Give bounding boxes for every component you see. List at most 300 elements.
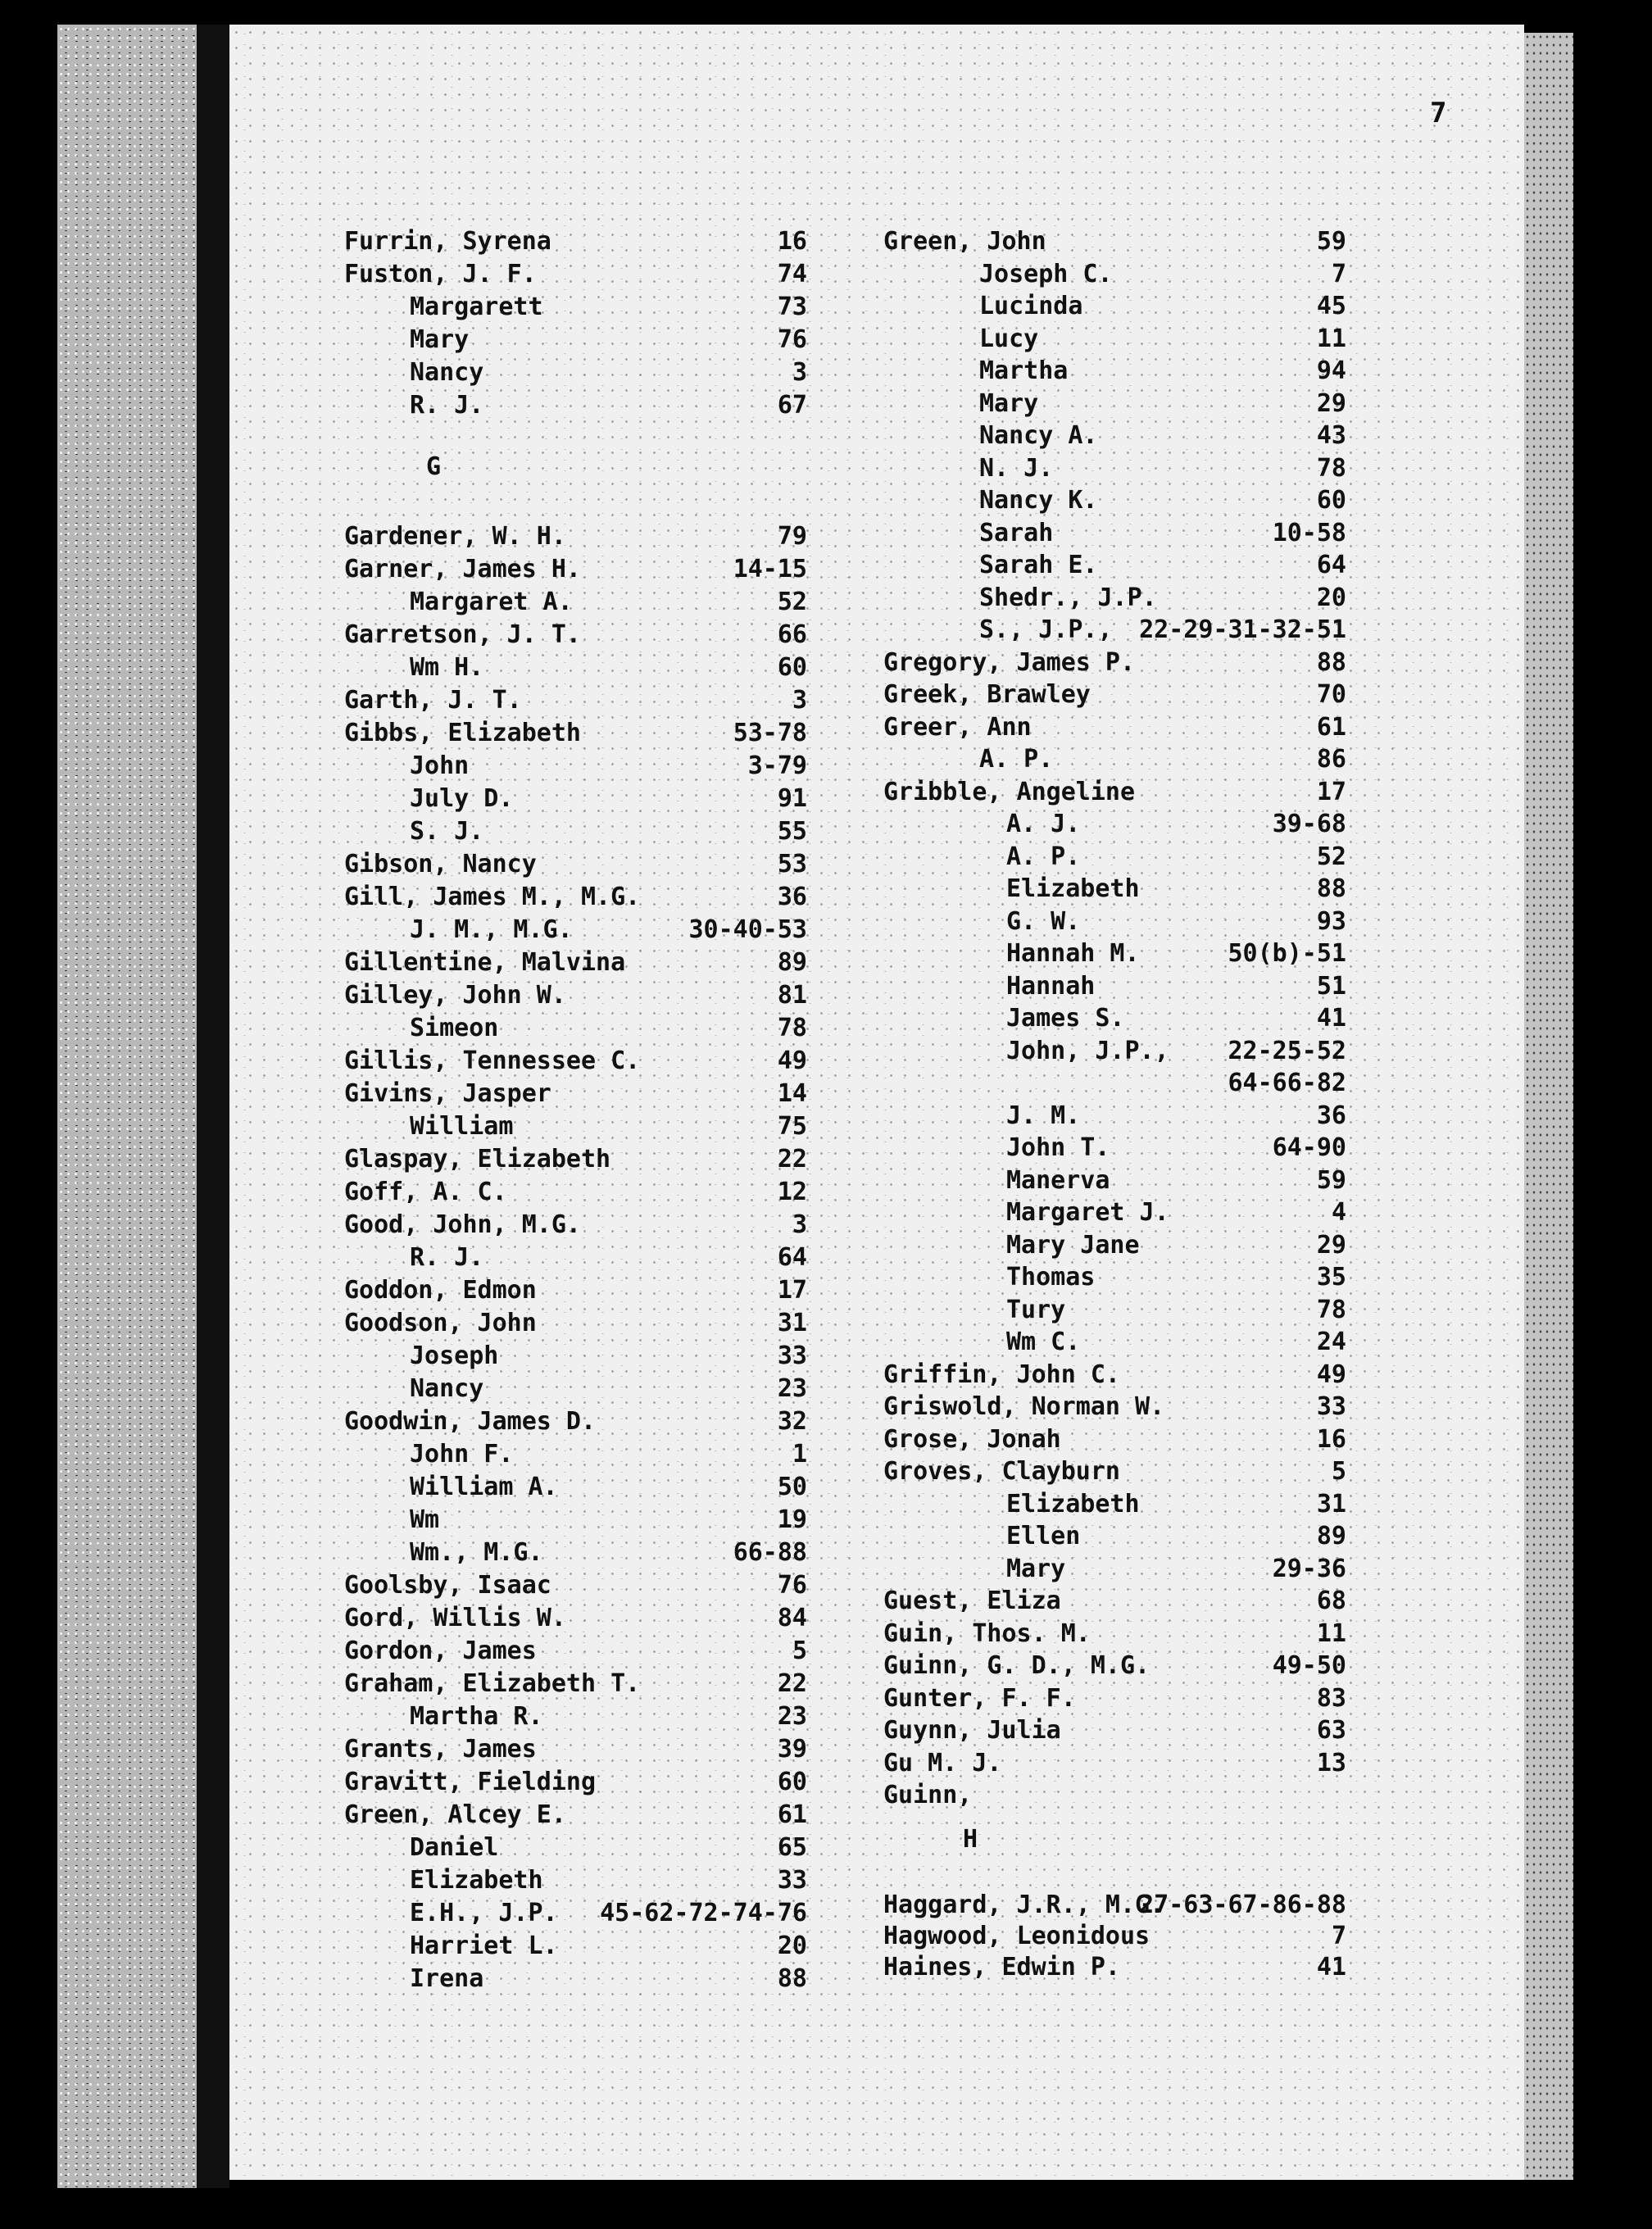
- index-entry: [883, 776, 1346, 809]
- entry-pages: 89: [1316, 1522, 1346, 1550]
- entry-name: Ellen: [1006, 1522, 1081, 1550]
- entry-name: J. M., M.G.: [410, 915, 573, 944]
- entry-name: Wm., M.G.: [410, 1538, 543, 1567]
- index-entry: [344, 225, 807, 258]
- index-entry: [344, 1569, 807, 1602]
- entry-pages: 12: [777, 1178, 807, 1206]
- index-entry: [344, 717, 807, 750]
- entry-pages: 49: [777, 1046, 807, 1075]
- section-letter-g: G: [426, 452, 442, 481]
- index-entry: [883, 290, 1346, 323]
- entry-name: Guest, Eliza: [883, 1587, 1061, 1615]
- entry-pages: 78: [777, 1014, 807, 1042]
- entry-name: Furrin, Syrena: [344, 227, 551, 256]
- index-entry: [883, 517, 1346, 550]
- entry-pages: 5: [1331, 1457, 1346, 1486]
- entry-pages: 35: [1316, 1263, 1346, 1292]
- entry-name: Mary: [1006, 1554, 1066, 1583]
- entry-name: Green, Alcey E.: [344, 1800, 566, 1829]
- entry-name: Shedr., J.P.: [979, 583, 1157, 612]
- index-entry: [883, 1682, 1346, 1715]
- entry-name: William: [410, 1112, 514, 1141]
- index-entry: [883, 1423, 1346, 1456]
- entry-pages: 60: [777, 653, 807, 682]
- entry-pages: 59: [1316, 1165, 1346, 1195]
- entry-name: Lucy: [979, 324, 1039, 353]
- index-entry: [344, 783, 807, 815]
- entry-pages: 89: [777, 948, 807, 977]
- entry-pages: 5: [792, 1637, 807, 1665]
- index-entry: [883, 1196, 1346, 1229]
- entry-pages: 91: [777, 784, 807, 813]
- entry-pages: 3: [792, 358, 807, 387]
- index-entry: [883, 1488, 1346, 1521]
- index-entry: [883, 1585, 1346, 1618]
- entry-pages: 22: [777, 1145, 807, 1174]
- entry-pages: 17: [777, 1276, 807, 1305]
- entry-name: John: [410, 751, 470, 780]
- index-entry: [344, 1012, 807, 1045]
- entry-name: July D.: [410, 784, 514, 813]
- index-entry: [883, 1889, 1346, 1922]
- index-entry: [344, 1700, 807, 1733]
- index-entry: [883, 1261, 1346, 1294]
- entry-pages: 94: [1316, 356, 1346, 385]
- entry-pages: 52: [777, 588, 807, 616]
- index-entry: [883, 1294, 1346, 1327]
- entry-name: John T.: [1006, 1133, 1110, 1162]
- entry-pages: 88: [777, 1964, 807, 1993]
- entry-name: Sarah: [979, 518, 1054, 547]
- index-entry: [883, 614, 1346, 647]
- entry-pages: 7: [1331, 1922, 1346, 1950]
- entry-name: A. J.: [1006, 810, 1081, 838]
- entry-pages: 66-88: [733, 1538, 807, 1567]
- entry-name: J. M.: [1006, 1101, 1081, 1130]
- entry-name: Hannah M.: [1006, 939, 1140, 968]
- entry-pages: 60: [777, 1768, 807, 1796]
- index-entry: [883, 1951, 1346, 1984]
- index-entry: [883, 1229, 1346, 1262]
- entry-name: S. J.: [410, 817, 484, 846]
- entry-pages: 31: [777, 1309, 807, 1337]
- entry-pages: 68: [1316, 1587, 1346, 1615]
- entry-pages: 32: [777, 1407, 807, 1436]
- entry-name: Haines, Edwin P.: [883, 1953, 1120, 1982]
- index-entry: [883, 1714, 1346, 1747]
- entry-name: Tury: [1006, 1295, 1066, 1324]
- entry-name: Nancy: [410, 358, 484, 387]
- entry-name: Martha: [979, 356, 1069, 385]
- entry-pages: 74: [777, 260, 807, 288]
- entry-name: Wm: [410, 1505, 440, 1534]
- entry-pages: 53-78: [733, 719, 807, 747]
- index-entry: [883, 647, 1346, 679]
- index-entry: [344, 1668, 807, 1700]
- entry-pages: 79: [777, 522, 807, 551]
- index-entry: [883, 1132, 1346, 1164]
- entry-pages: 29: [1316, 1230, 1346, 1260]
- index-entry: [883, 484, 1346, 517]
- entry-pages: 19: [777, 1505, 807, 1534]
- entry-pages: 13: [1316, 1748, 1346, 1777]
- entry-name: Fuston, J. F.: [344, 260, 537, 288]
- index-entry: [883, 549, 1346, 582]
- index-entry: [883, 388, 1346, 420]
- entry-pages: 66: [777, 620, 807, 649]
- entry-pages: 50: [777, 1473, 807, 1501]
- entry-name: Martha R.: [410, 1702, 543, 1731]
- index-entry: [344, 1307, 807, 1340]
- entry-name: William A.: [410, 1473, 558, 1501]
- index-entry: [344, 553, 807, 586]
- index-entry: [344, 1963, 807, 1995]
- entry-name: John F.: [410, 1440, 514, 1469]
- index-entry: [883, 582, 1346, 615]
- entry-name: Griswold, Norman W.: [883, 1392, 1165, 1421]
- entry-name: E.H., J.P.: [410, 1899, 558, 1927]
- entry-pages: 33: [777, 1341, 807, 1370]
- entry-name: Irena: [410, 1964, 484, 1993]
- entry-pages: 3: [792, 1210, 807, 1239]
- index-entry: [344, 848, 807, 881]
- entry-name: Goddon, Edmon: [344, 1276, 537, 1305]
- entry-name: Gravitt, Fielding: [344, 1768, 597, 1796]
- entry-pages: 83: [1316, 1683, 1346, 1713]
- entry-pages: 7: [1331, 259, 1346, 288]
- entry-name: Joseph: [410, 1341, 499, 1370]
- entry-pages: 59: [1316, 227, 1346, 256]
- index-entry: [344, 258, 807, 291]
- entry-name: Gibbs, Elizabeth: [344, 719, 581, 747]
- index-entry: [344, 750, 807, 783]
- index-entry: [883, 258, 1346, 291]
- entry-name: Nancy: [410, 1374, 484, 1403]
- index-entry: [344, 1766, 807, 1799]
- entry-pages: 3: [792, 686, 807, 715]
- index-entry: [344, 1504, 807, 1537]
- entry-name: Manerva: [1006, 1165, 1110, 1195]
- index-entry: [344, 1438, 807, 1471]
- entry-pages: 88: [1316, 874, 1346, 903]
- entry-pages: 41: [1316, 1953, 1346, 1982]
- entry-pages: 36: [1316, 1101, 1346, 1130]
- entry-pages: 29: [1316, 388, 1346, 418]
- index-entry: [883, 937, 1346, 970]
- index-entry: [883, 711, 1346, 744]
- entry-name: Green, John: [883, 227, 1046, 256]
- entry-name: Wm H.: [410, 653, 484, 682]
- entry-name: Givins, Jasper: [344, 1079, 551, 1108]
- index-entry: [344, 1110, 807, 1143]
- entry-pages: 76: [777, 1571, 807, 1600]
- index-entry: [344, 586, 807, 619]
- entry-name: Nancy A.: [979, 421, 1098, 450]
- entry-name: Garner, James H.: [344, 555, 581, 583]
- entry-name: James S.: [1006, 1004, 1125, 1033]
- entry-pages: 10-58: [1272, 518, 1346, 547]
- entry-pages: 52: [1316, 842, 1346, 871]
- index-entry: [883, 1391, 1346, 1423]
- entry-pages: 55: [777, 817, 807, 846]
- index-entry: [344, 619, 807, 651]
- entry-name: R. J.: [410, 1243, 484, 1272]
- index-entry: [883, 225, 1346, 258]
- index-entry: [883, 1920, 1346, 1953]
- entry-pages: 16: [777, 227, 807, 256]
- entry-pages: 22-25-52: [1228, 1036, 1346, 1065]
- entry-pages: 3-79: [747, 751, 807, 780]
- index-entry: [344, 1209, 807, 1242]
- index-entry: [344, 1602, 807, 1635]
- entry-name: Greek, Brawley: [883, 680, 1091, 709]
- entry-pages: 24: [1316, 1328, 1346, 1356]
- index-entry: [883, 1164, 1346, 1197]
- entry-pages: 78: [1316, 1295, 1346, 1324]
- entry-pages: 61: [1316, 712, 1346, 742]
- index-entry: [883, 743, 1346, 776]
- index-entry: [344, 947, 807, 979]
- entry-name: Harriet L.: [410, 1932, 558, 1960]
- entry-pages: 39: [777, 1735, 807, 1764]
- entry-name: Grose, Jonah: [883, 1424, 1061, 1454]
- index-entry: [883, 841, 1346, 874]
- index-entry: [883, 452, 1346, 485]
- book-spine: [197, 25, 229, 2188]
- entry-name: Hannah: [1006, 971, 1096, 1001]
- index-entry: [344, 291, 807, 324]
- index-entry: [344, 389, 807, 422]
- index-entry: [344, 1373, 807, 1405]
- entry-pages: 14: [777, 1079, 807, 1108]
- index-entry: [883, 1002, 1346, 1035]
- index-entry: [883, 323, 1346, 356]
- entry-name: Goodwin, James D.: [344, 1407, 597, 1436]
- entry-name: Grants, James: [344, 1735, 537, 1764]
- entry-pages: 64: [1316, 551, 1346, 579]
- entry-name: Elizabeth: [410, 1866, 543, 1895]
- entry-pages: 20: [777, 1932, 807, 1960]
- entry-pages: 11: [1316, 1618, 1346, 1648]
- entry-name: Wm C.: [1006, 1328, 1081, 1356]
- index-entry: [344, 1242, 807, 1274]
- entry-name: G. W.: [1006, 906, 1081, 936]
- entry-name: Gardener, W. H.: [344, 522, 566, 551]
- entry-pages: 23: [777, 1702, 807, 1731]
- entry-pages: 76: [777, 325, 807, 354]
- entry-pages: 33: [777, 1866, 807, 1895]
- entry-pages: 60: [1316, 486, 1346, 515]
- entry-name: Goolsby, Isaac: [344, 1571, 551, 1600]
- entry-pages: 75: [777, 1112, 807, 1141]
- entry-name: John, J.P.,: [1006, 1036, 1169, 1065]
- book-edge-right: [1524, 33, 1573, 2180]
- index-entry: [344, 1897, 807, 1930]
- entry-pages: 73: [777, 293, 807, 321]
- index-entry: [344, 1864, 807, 1897]
- index-entry: [883, 1035, 1346, 1068]
- entry-name: Graham, Elizabeth T.: [344, 1669, 641, 1698]
- index-entry: [883, 1359, 1346, 1391]
- index-entry: [883, 1618, 1346, 1650]
- entry-name: N. J.: [979, 453, 1054, 483]
- index-entry: [883, 1520, 1346, 1553]
- entry-name: Garth, J. T.: [344, 686, 522, 715]
- index-entry: [883, 1455, 1346, 1488]
- entry-pages: 86: [1316, 745, 1346, 774]
- index-entry: [883, 420, 1346, 452]
- index-entry: [344, 1799, 807, 1832]
- entry-name: Nancy K.: [979, 486, 1098, 515]
- index-entry: [883, 1779, 1346, 1812]
- entry-pages: 64: [777, 1243, 807, 1272]
- entry-name: Thomas: [1006, 1263, 1096, 1292]
- entry-pages: 64-66-82: [1228, 1069, 1346, 1097]
- entry-name: Sarah E.: [979, 551, 1098, 579]
- entry-pages: 53: [777, 850, 807, 878]
- entry-pages: 11: [1316, 324, 1346, 353]
- entry-name: Joseph C.: [979, 259, 1113, 288]
- index-entry: [883, 1067, 1346, 1100]
- entry-pages: 93: [1316, 906, 1346, 936]
- entry-name: Margarett: [410, 293, 543, 321]
- entry-name: A. P.: [979, 745, 1054, 774]
- entry-pages: 88: [1316, 647, 1346, 677]
- index-entry: [344, 881, 807, 914]
- entry-name: Guinn, G. D., M.G.: [883, 1651, 1150, 1680]
- index-entry: [883, 1100, 1346, 1133]
- entry-pages: 36: [777, 883, 807, 911]
- entry-pages: 22-29-31-32-51: [1139, 615, 1346, 644]
- index-entry: [883, 970, 1346, 1003]
- index-entry: [344, 1340, 807, 1373]
- entry-name: Good, John, M.G.: [344, 1210, 581, 1239]
- entry-pages: 23: [777, 1374, 807, 1403]
- entry-name: Gordon, James: [344, 1637, 537, 1665]
- entry-name: Gribble, Angeline: [883, 777, 1136, 806]
- page-number: 7: [1430, 97, 1447, 129]
- entry-name: Goodson, John: [344, 1309, 537, 1337]
- index-entry: [883, 906, 1346, 938]
- entry-pages: 84: [777, 1604, 807, 1632]
- entry-name: Glaspay, Elizabeth: [344, 1145, 611, 1174]
- entry-name: Elizabeth: [1006, 874, 1140, 903]
- index-entry: [344, 651, 807, 684]
- entry-name: S., J.P.,: [979, 615, 1113, 644]
- entry-pages: 64-90: [1272, 1133, 1346, 1162]
- entry-pages: 30-40-53: [688, 915, 807, 944]
- entry-pages: 1: [792, 1440, 807, 1469]
- entry-name: Garretson, J. T.: [344, 620, 581, 649]
- index-entry: [344, 1733, 807, 1766]
- entry-pages: 81: [777, 981, 807, 1010]
- index-entry: [344, 1635, 807, 1668]
- entry-name: R. J.: [410, 391, 484, 420]
- entry-pages: 22: [777, 1669, 807, 1698]
- entry-name: Gu M. J.: [883, 1748, 1002, 1777]
- index-entry: [344, 979, 807, 1012]
- entry-pages: 14-15: [733, 555, 807, 583]
- entry-name: Hagwood, Leonidous: [883, 1922, 1150, 1950]
- index-entry: [344, 1274, 807, 1307]
- index-entry: [883, 355, 1346, 388]
- entry-name: Haggard, J.R., M.G.: [883, 1891, 1165, 1919]
- index-entry: [344, 1176, 807, 1209]
- entry-name: Groves, Clayburn: [883, 1457, 1120, 1486]
- entry-pages: 41: [1316, 1004, 1346, 1033]
- entry-pages: 20: [1316, 583, 1346, 612]
- index-entry: [344, 1078, 807, 1110]
- entry-pages: 45: [1316, 292, 1346, 320]
- entry-pages: 31: [1316, 1489, 1346, 1519]
- entry-pages: 43: [1316, 421, 1346, 450]
- entry-pages: 65: [777, 1833, 807, 1862]
- entry-name: Margaret A.: [410, 588, 573, 616]
- index-entry: [883, 1747, 1346, 1780]
- index-entry: [883, 873, 1346, 906]
- entry-name: Gibson, Nancy: [344, 850, 537, 878]
- entry-name: Mary: [979, 388, 1039, 418]
- entry-name: Mary Jane: [1006, 1230, 1140, 1260]
- section-letter-h: H: [963, 1825, 978, 1854]
- entry-name: Gord, Willis W.: [344, 1604, 566, 1632]
- index-entry: [883, 1553, 1346, 1586]
- entry-pages: 4: [1331, 1198, 1346, 1227]
- index-entry: [344, 684, 807, 717]
- entry-pages: 29-36: [1272, 1554, 1346, 1583]
- index-entry: [344, 324, 807, 356]
- entry-name: Guin, Thos. M.: [883, 1618, 1091, 1648]
- entry-name: Gunter, F. F.: [883, 1683, 1076, 1713]
- index-entry: [344, 1930, 807, 1963]
- entry-pages: 16: [1316, 1424, 1346, 1454]
- index-entry: [344, 356, 807, 389]
- entry-name: Guinn,: [883, 1781, 973, 1809]
- entry-name: Elizabeth: [1006, 1489, 1140, 1519]
- index-entry: [344, 1537, 807, 1569]
- entry-name: Gillis, Tennessee C.: [344, 1046, 641, 1075]
- entry-name: Greer, Ann: [883, 712, 1032, 742]
- entry-pages: 45-62-72-74-76: [600, 1899, 807, 1927]
- entry-name: Guynn, Julia: [883, 1716, 1061, 1745]
- index-entry: [344, 1405, 807, 1438]
- entry-pages: 67: [777, 391, 807, 420]
- index-entry: [344, 520, 807, 553]
- index-entry: [883, 808, 1346, 841]
- index-entry: [883, 679, 1346, 711]
- entry-pages: 27-63-67-86-88: [1139, 1891, 1346, 1919]
- entry-pages: 39-68: [1272, 810, 1346, 838]
- entry-name: A. P.: [1006, 842, 1081, 871]
- index-entry: [344, 1045, 807, 1078]
- entry-pages: 17: [1316, 777, 1346, 806]
- entry-name: Lucinda: [979, 292, 1083, 320]
- entry-name: Mary: [410, 325, 470, 354]
- entry-name: Gill, James M., M.G.: [344, 883, 641, 911]
- entry-pages: 33: [1316, 1392, 1346, 1421]
- entry-name: Margaret J.: [1006, 1198, 1169, 1227]
- entry-pages: 49: [1316, 1360, 1346, 1389]
- index-entry: [344, 914, 807, 947]
- index-entry: [344, 815, 807, 848]
- entry-name: Gillentine, Malvina: [344, 948, 626, 977]
- entry-pages: 51: [1316, 971, 1346, 1001]
- entry-pages: 70: [1316, 680, 1346, 709]
- entry-name: Goff, A. C.: [344, 1178, 507, 1206]
- entry-name: Daniel: [410, 1833, 499, 1862]
- entry-name: Simeon: [410, 1014, 499, 1042]
- entry-pages: 61: [777, 1800, 807, 1829]
